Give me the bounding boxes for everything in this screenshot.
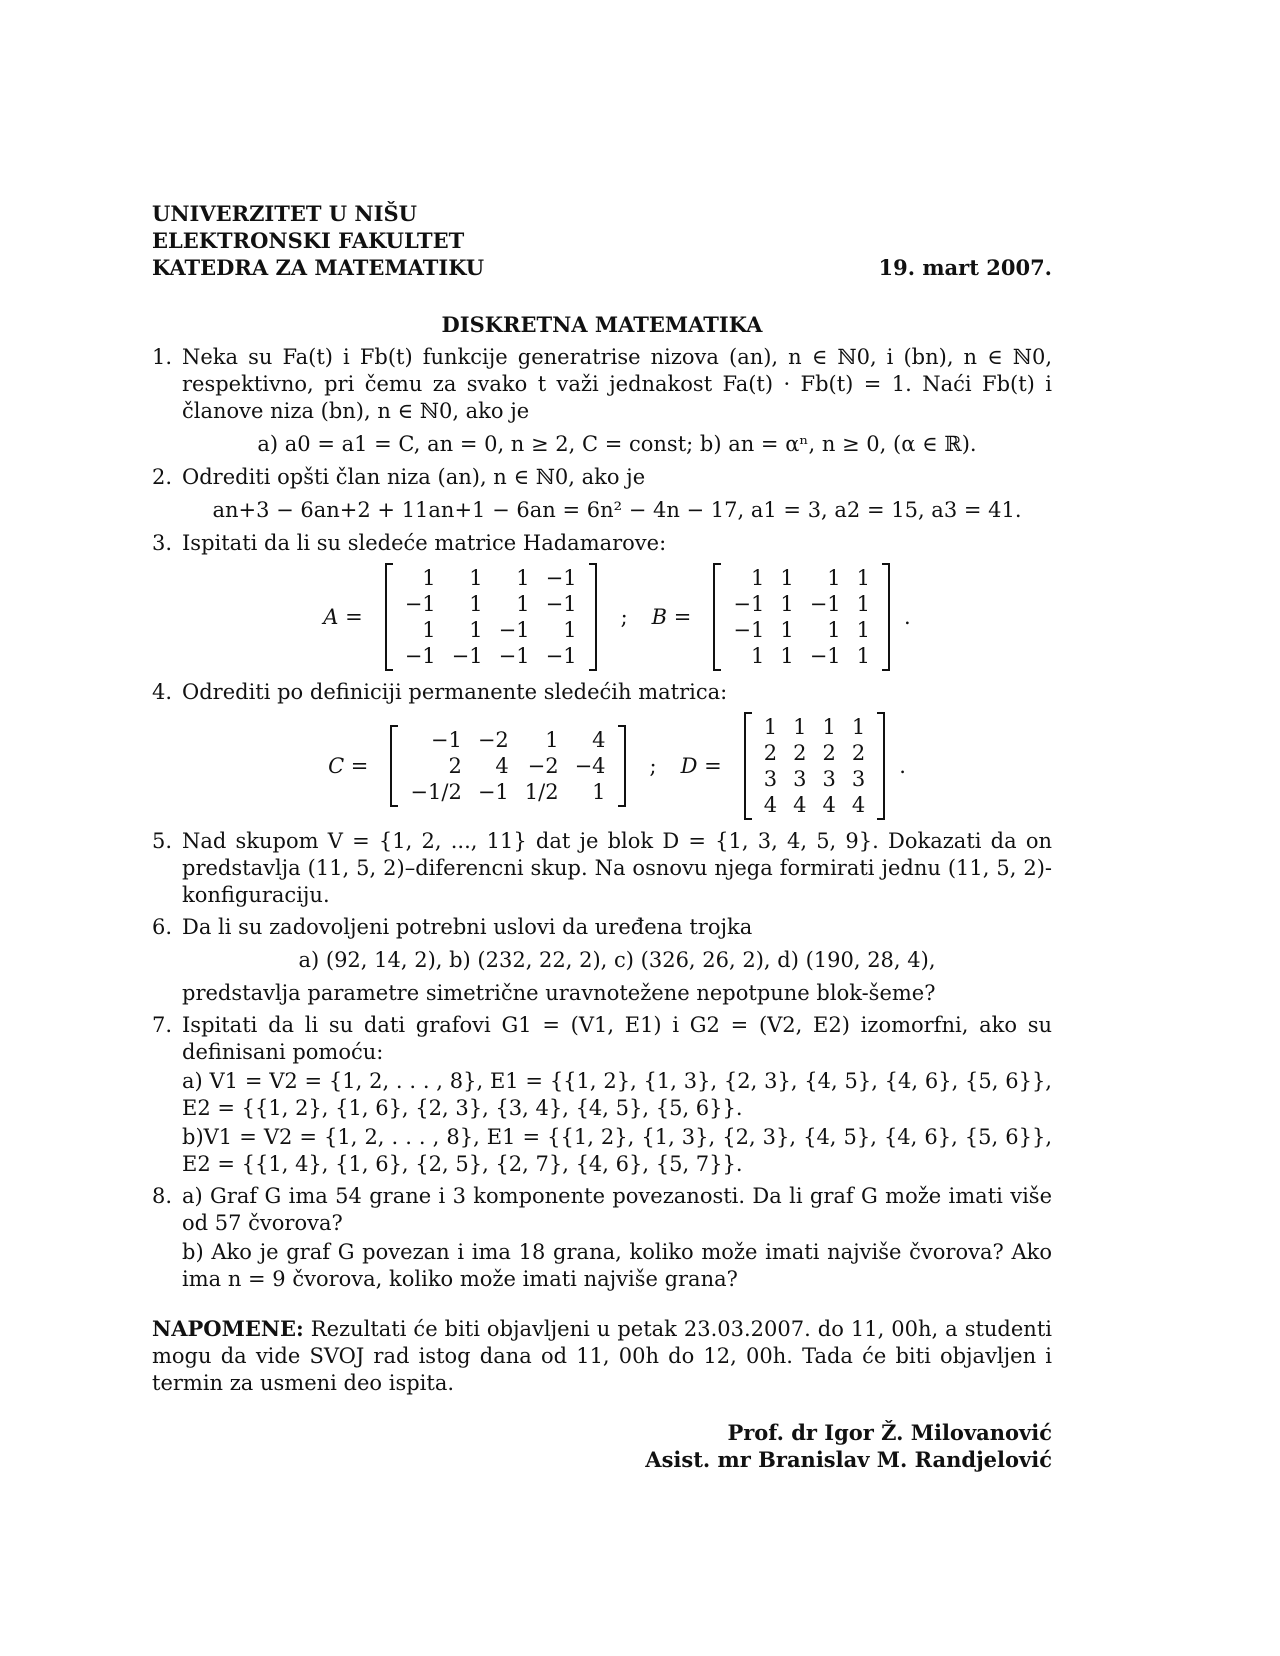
matrix-separator: ;	[649, 753, 657, 778]
matrix-cell: 1	[469, 618, 483, 642]
matrix-cell: −1	[545, 592, 577, 616]
matrix-cell: −1	[545, 566, 577, 590]
matrix-cell: 4	[763, 793, 778, 817]
problem-part-a: a) V1 = V2 = {1, 2, . . . , 8}, E1 = {{1, 2}, {1, 3}, {2, 3}, {4, 5}, {4, 6}, {5, 6}}, E2 = {{1, 2}, {1, 6}, {2, 3}, {3, 4}, {4, 5}, {5, 6}}.	[182, 1069, 1052, 1120]
matrix-cell: 1	[516, 566, 530, 590]
matrix-cell: −1	[809, 644, 841, 668]
matrix-cell: −1	[451, 644, 483, 668]
matrix-cell: 1	[780, 592, 794, 616]
matrix-d	[744, 712, 886, 820]
notes-label: NAPOMENE:	[152, 1316, 304, 1341]
matrix-b	[713, 563, 890, 671]
problem-text: Ispitati da li su sledeće matrice Hadamarove:	[182, 531, 667, 555]
problem-6	[152, 914, 1052, 1007]
matrix-cell: 1	[469, 592, 483, 616]
matrix-cell: −1	[404, 644, 436, 668]
matrix-cell: 1	[422, 566, 436, 590]
matrix-row	[182, 563, 1052, 671]
matrix-cell: 2	[822, 741, 836, 765]
matrix-cell: 2	[448, 754, 462, 778]
matrix-b-label: B =	[651, 604, 692, 629]
matrix-cell: −1	[404, 592, 436, 616]
matrix-c	[390, 725, 625, 807]
signature-assistant: Asist. mr Branislav M. Randjelović	[645, 1447, 1052, 1472]
notes	[152, 1315, 1052, 1397]
matrix-cell: 1	[780, 644, 794, 668]
matrix-cell: 3	[851, 767, 866, 791]
matrix-cell: 4	[851, 793, 866, 817]
matrix-end: .	[899, 753, 906, 778]
matrix-cell: 3	[822, 767, 836, 791]
exam-page	[152, 200, 1052, 1473]
problem-number: 8.	[152, 1184, 173, 1208]
matrix-cell: 1	[780, 618, 794, 642]
institution-header	[152, 200, 1052, 281]
matrix-cell: 1	[516, 592, 530, 616]
problem-number: 2.	[152, 465, 173, 489]
matrix-cell: 1	[856, 592, 871, 616]
matrix-d-label: D =	[680, 753, 722, 778]
matrix-cell: −4	[574, 754, 606, 778]
matrix-cell: 1	[763, 715, 778, 739]
matrix-cell: 1	[793, 715, 807, 739]
faculty-name: ELEKTRONSKI FAKULTET	[152, 228, 465, 253]
matrix-cell: 1	[856, 644, 871, 668]
problem-4	[152, 679, 1052, 820]
exam-date: 19. mart 2007.	[878, 255, 1052, 280]
matrix-cell: 4	[495, 754, 509, 778]
signature-block	[152, 1419, 1052, 1473]
problem-text: Nad skupom V = {1, 2, ..., 11} dat je blok D = {1, 3, 4, 5, 9}. Dokazati da on predstavlja (11, 5, 2)–diferencni skup. Na osnovu njega formirati jednu (11, 5, 2)-konfiguraciju.	[182, 829, 1052, 907]
problem-part-b: b) Ako je graf G povezan i ima 18 grana, koliko može imati najviše čvorova? Ako ima n = 9 čvorova, koliko može imati najviše grana?	[182, 1240, 1052, 1291]
problem-part-a: a) Graf G ima 54 grane i 3 komponente povezanosti. Da li graf G može imati više od 57 čvorova?	[182, 1184, 1052, 1235]
matrix-cell: 1	[822, 715, 836, 739]
problem-equation: a) (92, 14, 2), b) (232, 22, 2), c) (326, 26, 2), d) (190, 28, 4),	[298, 948, 936, 972]
matrix-cell: 1	[827, 618, 841, 642]
problem-text: Odrediti opšti član niza (an), n ∈ ℕ0, ako je	[182, 465, 646, 489]
problem-number: 3.	[152, 531, 173, 555]
problem-number: 6.	[152, 915, 173, 939]
matrix-separator: ;	[620, 604, 628, 629]
matrix-cell: 1	[750, 644, 765, 668]
matrix-cell: −1	[733, 592, 765, 616]
matrix-cell: 2	[851, 741, 866, 765]
matrix-cell: −1	[498, 644, 530, 668]
matrix-cell: 4	[592, 728, 606, 752]
matrix-cell: 2	[793, 741, 807, 765]
problem-8	[152, 1183, 1052, 1293]
problem-equation: a) a0 = a1 = C, an = 0, n ≥ 2, C = const; b) an = αⁿ, n ≥ 0, (α ∈ ℝ).	[257, 432, 977, 456]
matrix-cell: 1	[545, 728, 559, 752]
problem-text: Odrediti po definiciji permanente sledećih matrica:	[182, 680, 728, 704]
matrix-cell: −1	[430, 728, 462, 752]
matrix-cell: −1	[477, 780, 509, 804]
matrix-cell: −1	[809, 592, 841, 616]
matrix-cell: −1/2	[410, 780, 462, 804]
department-name: KATEDRA ZA MATEMATIKU	[152, 255, 485, 280]
matrix-cell: 3	[763, 767, 778, 791]
problem-part-b: b)V1 = V2 = {1, 2, . . . , 8}, E1 = {{1, 2}, {1, 3}, {2, 3}, {4, 5}, {4, 6}, {5, 6}}, E2 = {{1, 4}, {1, 6}, {2, 5}, {2, 7}, {4, 6}, {5, 7}}.	[182, 1125, 1052, 1176]
signature-professor: Prof. dr Igor Ž. Milovanović	[727, 1420, 1052, 1445]
matrix-cell: 1	[750, 566, 765, 590]
problem-list	[152, 344, 1052, 1293]
matrix-cell: 1	[780, 566, 794, 590]
matrix-cell: 1	[422, 618, 436, 642]
matrix-cell: −2	[527, 754, 559, 778]
matrix-row	[182, 712, 1052, 820]
matrix-a-label: A =	[323, 604, 363, 629]
problem-text: Ispitati da li su dati grafovi G1 = (V1, E1) i G2 = (V2, E2) izomorfni, ako su definisani pomoću:	[182, 1013, 1052, 1064]
matrix-cell: 1	[469, 566, 483, 590]
matrix-cell: −1	[498, 618, 530, 642]
matrix-cell: 1	[592, 780, 606, 804]
matrix-cell: 1/2	[524, 780, 559, 804]
matrix-cell: −2	[477, 728, 509, 752]
matrix-cell: −1	[545, 644, 577, 668]
problem-number: 7.	[152, 1013, 173, 1037]
exam-title: DISKRETNA MATEMATIKA	[441, 312, 763, 337]
matrix-cell: 4	[793, 793, 807, 817]
problem-3	[152, 530, 1052, 671]
matrix-cell: 4	[822, 793, 836, 817]
university-name: UNIVERZITET U NIŠU	[152, 201, 417, 226]
problem-number: 1.	[152, 345, 173, 369]
matrix-cell: 3	[793, 767, 807, 791]
matrix-cell: 1	[563, 618, 577, 642]
problem-number: 4.	[152, 680, 173, 704]
problem-text: Neka su Fa(t) i Fb(t) funkcije generatrise nizova (an), n ∈ ℕ0, i (bn), n ∈ ℕ0, respektivno, pri čemu za svako t važi jednakost Fa(t) · Fb(t) = 1. Naći Fb(t) i članove niza (bn), n ∈ ℕ0, ako je	[182, 345, 1052, 423]
matrix-a	[385, 563, 597, 671]
matrix-cell: −1	[733, 618, 765, 642]
problem-equation: an+3 − 6an+2 + 11an+1 − 6an = 6n² − 4n − 17, a1 = 3, a2 = 15, a3 = 41.	[212, 498, 1022, 522]
matrix-cell: 1	[856, 618, 871, 642]
problem-text-continued: predstavlja parametre simetrične uravnotežene nepotpune blok-šeme?	[182, 981, 936, 1005]
problem-1	[152, 344, 1052, 458]
problem-text: Da li su zadovoljeni potrebni uslovi da uređena trojka	[182, 915, 753, 939]
matrix-c-label: C =	[328, 753, 369, 778]
problem-5	[152, 828, 1052, 909]
problem-2	[152, 464, 1052, 524]
matrix-cell: 2	[763, 741, 778, 765]
notes-text: Rezultati će biti objavljeni u petak 23.03.2007. do 11, 00h, a studenti mogu da vide SVOJ rad istog dana od 11, 00h do 12, 00h. Tada će biti objavljen i termin za usmeni deo ispita.	[152, 1317, 1052, 1395]
matrix-end: .	[904, 604, 911, 629]
matrix-cell: 1	[827, 566, 841, 590]
matrix-cell: 1	[851, 715, 866, 739]
problem-number: 5.	[152, 829, 173, 853]
problem-7	[152, 1012, 1052, 1178]
matrix-cell: 1	[856, 566, 871, 590]
